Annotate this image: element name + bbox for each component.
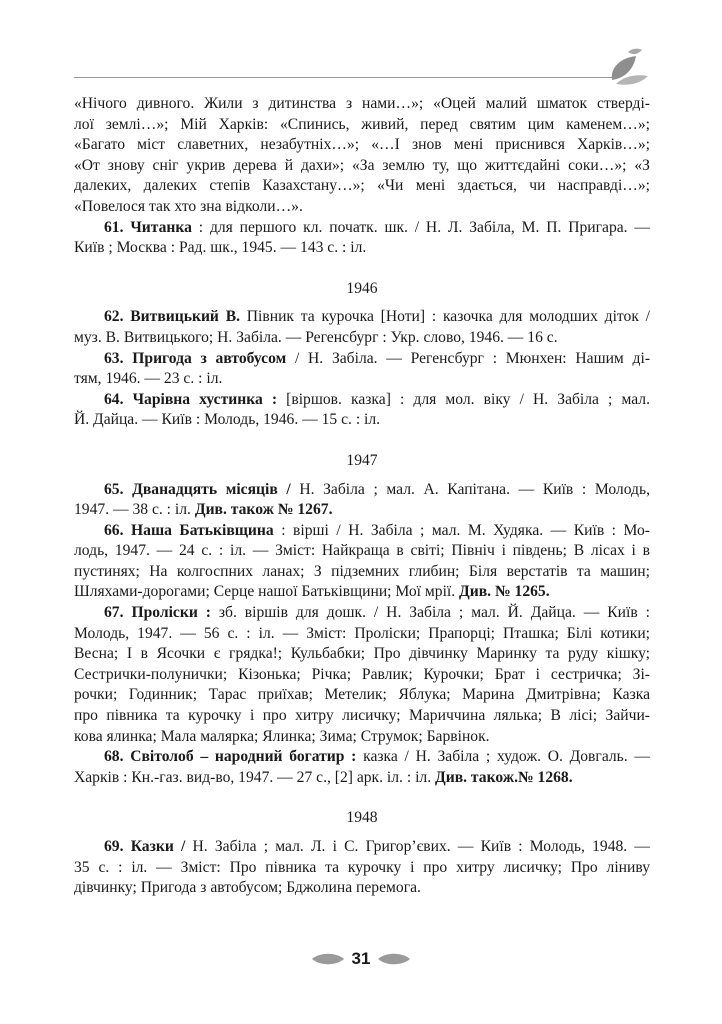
entry-text: Харків : Кн.-газ. вид-во, 1947. — 27 с., [2] арк. іл. : іл. <box>74 768 435 786</box>
entry-67 <box>74 603 650 747</box>
text-line: «Нічого дивного. Жили з дитинства з нами…»; «Оцей малий шматок стверді- <box>74 95 650 112</box>
year-heading-1947: 1947 <box>346 451 378 469</box>
entry-text: Н. Забіла ; мал. Л. і С. Григор’євих. — Київ : Молодь, 1948. — <box>185 838 650 855</box>
entry-title: Витвицький В. <box>130 308 240 326</box>
header-rule <box>74 77 614 78</box>
entry-number: 63. <box>104 349 124 367</box>
entry-62 <box>74 307 650 348</box>
entry-text: Н. Забіла ; мал. А. Капітана. — Київ : Молодь, <box>290 480 650 498</box>
right-leaf-icon <box>376 952 412 966</box>
entry-text: / Н. Забіла. — Регенсбург : Мюнхен: Нашим ді- <box>286 349 651 367</box>
page-number: 31 <box>351 949 371 968</box>
entry-number: 69. <box>104 838 124 855</box>
entry-64 <box>74 390 650 431</box>
entry-title: Пригода з автобусом <box>132 349 287 367</box>
left-leaf-icon <box>310 952 346 966</box>
entry-title: Читанка <box>130 218 192 236</box>
leaf-ornament-icon <box>606 46 650 86</box>
text-line: «Повелося так хто зна відколи…». <box>74 197 303 215</box>
entry-text: зб. віршів для дошк. / Н. Забіла ; мал. Й. Дайца. — Київ : <box>210 604 650 622</box>
intro-text <box>74 94 650 218</box>
entry-title: Проліски : <box>131 604 211 622</box>
entry-text: рочки; Годинник; Тарас приїхав; Метелик; Яблука; Марина Дмитрівна; Казка <box>74 686 650 704</box>
cross-reference: Див. № 1265. <box>459 583 550 601</box>
entry-text: дівчинку; Пригода з автобусом; Бджолина перемога. <box>74 879 421 897</box>
entry-number: 65. <box>104 480 124 498</box>
entry-text: Київ ; Москва : Рад. шк., 1945. — 143 с. : іл. <box>74 239 367 257</box>
entry-title: Чарівна хустинка : <box>132 390 278 408</box>
entry-number: 61. <box>104 218 124 236</box>
entry-text: Весна; І в Ясочки є грядка!; Кульбабки; Про дівчинку Маринку та руду кішку; <box>74 645 650 663</box>
entry-title: Наша Батьківщина <box>131 521 274 539</box>
text-line: «От знову сніг укрив дерева й дахи»; «За землю ту, що життєдайні соки…»; «З <box>74 156 650 174</box>
entry-text: Шляхами-дорогами; Серце нашої Батьківщини; Мої мрії. <box>74 583 460 601</box>
entry-number: 66. <box>104 521 124 539</box>
entry-66 <box>74 521 650 603</box>
entry-text: пустинях; На колгоспних ланах; З підземних глибин; Біля верстатів та машин; <box>74 562 650 580</box>
year-heading-1948: 1948 <box>346 809 378 827</box>
text-line: лої землі…»; Мій Харків: «Спинись, живий, перед святим цим каменем…»; <box>74 115 650 133</box>
entry-65 <box>74 480 650 521</box>
entry-title: Дванадцять місяців / <box>132 480 291 498</box>
entry-title: Казки / <box>130 838 186 855</box>
entry-text: муз. В. Витвицького; Н. Забіла. — Регенсбург : Укр. слово, 1946. — 16 с. <box>74 328 558 346</box>
cross-reference: Див. також № 1267. <box>194 501 333 519</box>
entry-number: 67. <box>104 604 124 622</box>
entry-text: казка / Н. Забіла ; худож. О. Довгаль. — <box>356 748 650 766</box>
entry-text: 1947. — 38 с. : іл. <box>74 501 195 519</box>
entry-69 <box>74 837 650 899</box>
entry-text: лодь, 1947. — 24 с. : іл. — Зміст: Найкраща в світі; Північ і південь; В лісах і в <box>74 542 650 560</box>
entry-text: Сестрички-полунички; Кізонька; Річка; Равлик; Курочки; Брат і сестричка; Зі- <box>74 665 650 683</box>
text-line: «Багато міст славетних, незабутніх…»; «…І знов мені приснився Харків…»; <box>74 136 650 154</box>
entry-text: Молодь, 1947. — 56 с. : іл. — Зміст: Проліски; Прапорці; Пташка; Білі котики; <box>74 624 650 642</box>
entry-text: тям, 1946. — 23 с. : іл. <box>74 370 223 388</box>
entry-text: 35 с. : іл. — Зміст: Про півника та курочку і про хитру лисичку; Про ліниву <box>74 858 650 876</box>
text-line: далеких, далеких степів Казахстану…»; «Чи мені здається, чи насправді…»; <box>74 177 650 195</box>
entry-number: 68. <box>104 748 124 766</box>
entry-text: : вірші / Н. Забіла ; мал. М. Худяка. — Київ : Мо- <box>273 521 650 539</box>
entry-text: про півника та курочку і про хитру лисичку; Мариччина лялька; В лісі; Зайчи- <box>74 707 650 725</box>
entry-text: Й. Дайца. — Київ : Молодь, 1946. — 15 с. : іл. <box>74 411 381 429</box>
cross-reference: Див. також.№ 1268. <box>435 768 573 786</box>
entry-61 <box>74 218 650 259</box>
bibliography-content <box>74 94 650 899</box>
entry-text: Півник та курочка [Ноти] : казочка для молодших діток / <box>240 308 651 326</box>
entry-68 <box>74 747 650 788</box>
entry-number: 64. <box>104 390 124 408</box>
entry-text: : для першого кл. початк. шк. / Н. Л. Забіла, М. П. Пригара. — <box>191 218 650 236</box>
year-heading-1946: 1946 <box>346 279 378 297</box>
entry-title: Світолоб – народний богатир : <box>130 748 357 766</box>
entry-number: 62. <box>104 308 124 326</box>
entry-text: [віршов. казка] : для мол. віку / Н. Забіла ; мал. <box>277 390 650 408</box>
page-footer <box>0 944 722 974</box>
entry-63 <box>74 349 650 390</box>
entry-text: кова ялинка; Мала малярка; Ялинка; Зима; Струмок; Барвінок. <box>74 727 490 745</box>
